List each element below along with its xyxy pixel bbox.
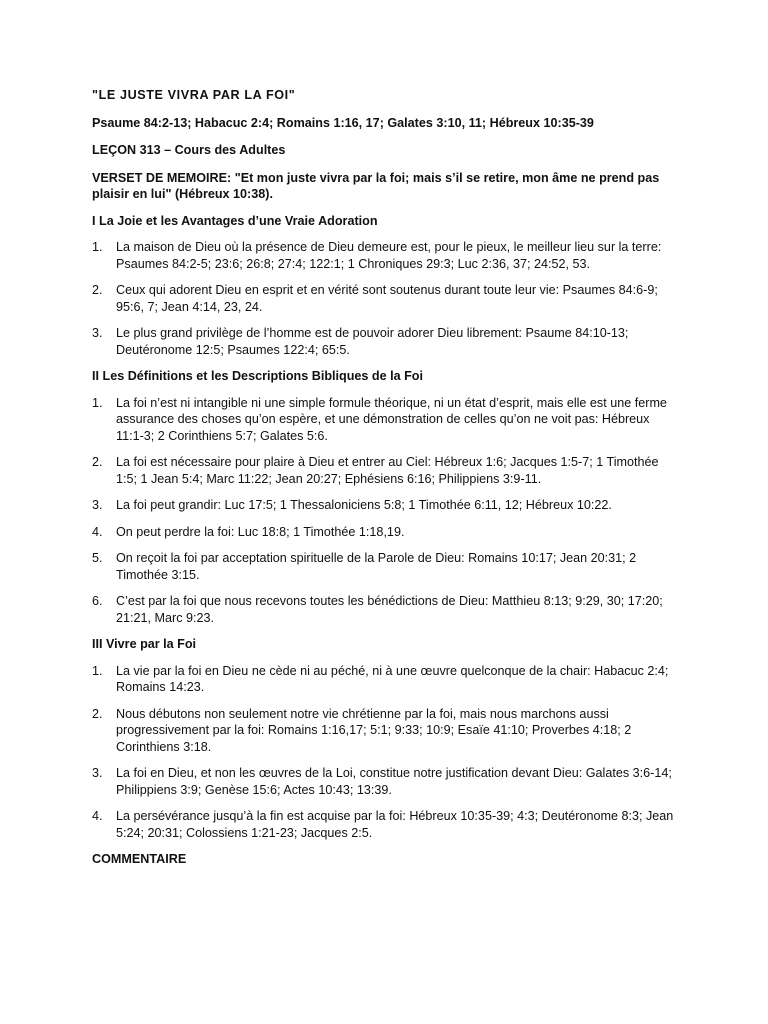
item-text: La maison de Dieu où la présence de Dieu demeure est, pour le pieux, le meilleur lieu sur la terre: Psaumes 84:2-5; 23:6; 26:8; 27:4; 122:1; 1 Chroniques 29:3; Luc 2:36, 37; 24:52, 53. bbox=[116, 240, 662, 271]
list-item bbox=[92, 706, 676, 756]
item-text: La vie par la foi en Dieu ne cède ni au péché, ni à une œuvre quelconque de la chair: Habacuc 2:4; Romains 14:23. bbox=[116, 663, 669, 694]
item-text: Ceux qui adorent Dieu en esprit et en vérité sont soutenus durant toute leur vie: Psaumes 84:6-9; 95:6, 7; Jean 4:14, 23, 24. bbox=[116, 283, 658, 314]
item-number: 4. bbox=[92, 524, 103, 539]
commentary-heading: COMMENTAIRE bbox=[92, 852, 187, 866]
item-number: 3. bbox=[92, 326, 103, 340]
item-number: 3. bbox=[92, 498, 103, 512]
item-text: Nous débutons non seulement notre vie chrétienne par la foi, mais nous marchons aussi progressivement par la foi: Romains 1:16,17; 5:1; 9:33; 10:9; Esaïe 41:10; Proverbes 4:18; 2 Corinthiens 3:18. bbox=[116, 706, 632, 754]
list-item bbox=[92, 765, 676, 798]
section-list bbox=[92, 395, 676, 627]
list-item bbox=[92, 282, 676, 315]
list-item bbox=[92, 808, 676, 841]
list-item bbox=[92, 325, 676, 358]
item-text: La foi en Dieu, et non les œuvres de la Loi, constitue notre justification devant Dieu: Galates 3:6-14; Philippiens 3:9; Genèse 15:6; Actes 10:43; 13:39. bbox=[116, 766, 672, 797]
item-number: 2. bbox=[92, 706, 103, 721]
list-item bbox=[92, 239, 676, 272]
list-item bbox=[92, 593, 676, 626]
section-2 bbox=[92, 368, 676, 626]
section-list bbox=[92, 663, 676, 842]
item-number: 1. bbox=[92, 395, 103, 410]
item-number: 2. bbox=[92, 455, 103, 469]
section-3 bbox=[92, 636, 676, 841]
item-number: 1. bbox=[92, 240, 103, 254]
section-heading: I La Joie et les Avantages d’une Vraie Adoration bbox=[92, 213, 378, 228]
item-text: La persévérance jusqu’à la fin est acquise par la foi: Hébreux 10:35-39; 4:3; Deutéronome 8:3; Jean 5:24; 20:31; Colossiens 1:21-23; Jacques 2:5. bbox=[116, 809, 674, 840]
lesson-label: LEÇON 313 – Cours des Adultes bbox=[92, 143, 286, 157]
item-text: On peut perdre la foi: Luc 18:8; 1 Timothée 1:18,19. bbox=[116, 524, 405, 539]
item-text: La foi est nécessaire pour plaire à Dieu et entrer au Ciel: Hébreux 1:6; Jacques 1:5-7; 1 Timothée 1:5; 1 Jean 5:4; Marc 11:22; Jean 20:27; Ephésiens 6:16; Philippiens 3:9-11. bbox=[116, 455, 659, 486]
item-number: 2. bbox=[92, 283, 103, 297]
item-number: 3. bbox=[92, 766, 103, 780]
item-text: C’est par la foi que nous recevons toutes les bénédictions de Dieu: Matthieu 8:13; 9:29, 30; 17:20; 21:21, Marc 9:23. bbox=[116, 594, 663, 625]
item-number: 4. bbox=[92, 809, 103, 823]
list-item bbox=[92, 524, 676, 541]
section-heading: III Vivre par la Foi bbox=[92, 637, 197, 651]
item-text: La foi n’est ni intangible ni une simple formule théorique, ni un état d’esprit, mais elle est une ferme assurance des choses qu’on espère, et une démonstration de celles qu’on ne voit pas: Hébreux 11:1-3; 2 Corinthiens 5:7; Galates 5:6. bbox=[116, 395, 667, 443]
section-list bbox=[92, 239, 676, 358]
list-item bbox=[92, 663, 676, 696]
item-number: 6. bbox=[92, 594, 103, 608]
item-text: La foi peut grandir: Luc 17:5; 1 Thessaloniciens 5:8; 1 Timothée 6:11, 12; Hébreux 10:22. bbox=[116, 498, 612, 512]
list-item bbox=[92, 550, 676, 583]
item-text: Le plus grand privilège de l’homme est de pouvoir adorer Dieu librement: Psaume 84:10-13; Deutéronome 12:5; Psaumes 122:4; 65:5. bbox=[116, 326, 629, 357]
list-item bbox=[92, 454, 676, 487]
item-number: 5. bbox=[92, 551, 103, 565]
list-item bbox=[92, 395, 676, 445]
section-1 bbox=[92, 213, 676, 359]
scripture-references: Psaume 84:2-13; Habacuc 2:4; Romains 1:16, 17; Galates 3:10, 11; Hébreux 10:35-39 bbox=[92, 115, 594, 130]
document-title: "LE JUSTE VIVRA PAR LA FOI" bbox=[92, 88, 296, 102]
memory-verse: VERSET DE MEMOIRE: "Et mon juste vivra par la foi; mais s’il se retire, mon âme ne prend pas plaisir en lui" (Hébreux 10:38). bbox=[92, 170, 660, 201]
list-item bbox=[92, 497, 676, 514]
item-text: On reçoit la foi par acceptation spirituelle de la Parole de Dieu: Romains 10:17; Jean 20:31; 2 Timothée 3:15. bbox=[116, 551, 637, 582]
section-heading: II Les Définitions et les Descriptions Bibliques de la Foi bbox=[92, 369, 424, 383]
item-number: 1. bbox=[92, 663, 103, 678]
